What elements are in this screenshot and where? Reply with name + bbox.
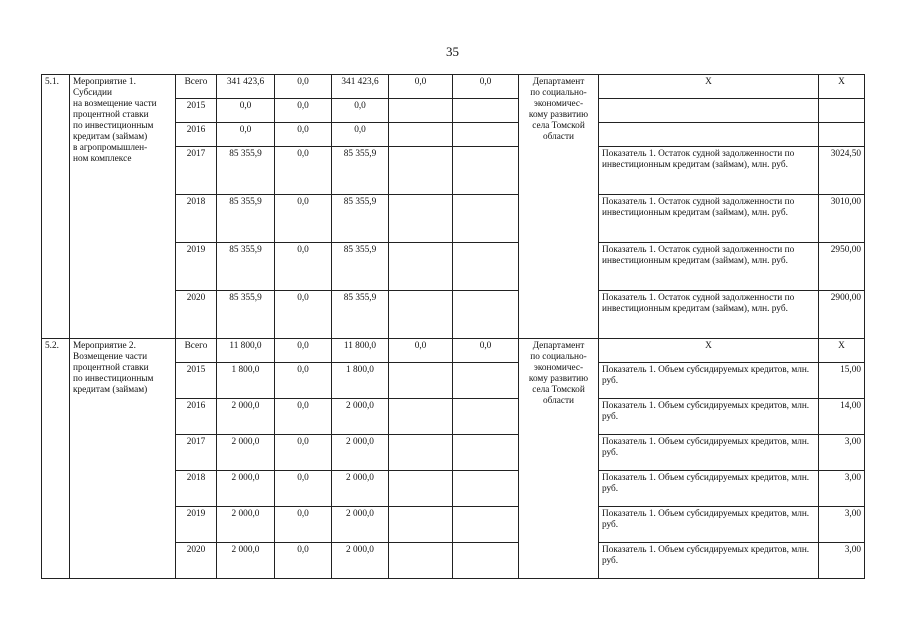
total-amount: 2 000,0: [217, 435, 275, 471]
indicator-value: 3,00: [819, 507, 865, 543]
federal-amount: 0,0: [275, 195, 332, 243]
extra-amount: [453, 471, 519, 507]
federal-amount: 0,0: [275, 147, 332, 195]
total-amount: 85 355,9: [217, 147, 275, 195]
local-amount: [389, 147, 453, 195]
local-amount: [389, 123, 453, 147]
local-amount: [389, 243, 453, 291]
indicator-value: 3,00: [819, 543, 865, 579]
extra-amount: 0,0: [453, 75, 519, 99]
year-cell: 2020: [176, 543, 217, 579]
local-amount: [389, 399, 453, 435]
year-cell: 2020: [176, 291, 217, 339]
extra-amount: [453, 363, 519, 399]
federal-amount: 0,0: [275, 339, 332, 363]
extra-amount: 0,0: [453, 339, 519, 363]
total-amount: 2 000,0: [217, 543, 275, 579]
extra-amount: [453, 399, 519, 435]
federal-amount: 0,0: [275, 291, 332, 339]
item-number: 5.2.: [42, 339, 70, 579]
year-cell: 2017: [176, 147, 217, 195]
total-amount: 85 355,9: [217, 195, 275, 243]
regional-amount: 2 000,0: [332, 399, 389, 435]
indicator-value: 2950,00: [819, 243, 865, 291]
local-amount: 0,0: [389, 339, 453, 363]
year-cell: 2017: [176, 435, 217, 471]
year-cell: 2015: [176, 99, 217, 123]
total-amount: 1 800,0: [217, 363, 275, 399]
regional-amount: 2 000,0: [332, 507, 389, 543]
indicator-value: [819, 123, 865, 147]
regional-amount: 2 000,0: [332, 435, 389, 471]
year-cell: Всего: [176, 339, 217, 363]
federal-amount: 0,0: [275, 243, 332, 291]
federal-amount: 0,0: [275, 543, 332, 579]
regional-amount: 85 355,9: [332, 243, 389, 291]
federal-amount: 0,0: [275, 99, 332, 123]
regional-amount: 85 355,9: [332, 147, 389, 195]
indicator-cell: Показатель 1. Объем субсидируемых кредитов, млн. руб.: [599, 363, 819, 399]
federal-amount: 0,0: [275, 507, 332, 543]
table-row: [42, 75, 865, 99]
indicator-cell: Показатель 1. Остаток судной задолженности по инвестиционным кредитам (займам), млн. руб.: [599, 291, 819, 339]
indicator-cell: Показатель 1. Остаток судной задолженности по инвестиционным кредитам (займам), млн. руб.: [599, 147, 819, 195]
indicator-cell: Показатель 1. Объем субсидируемых кредитов, млн. руб.: [599, 435, 819, 471]
total-amount: 85 355,9: [217, 291, 275, 339]
indicator-cell: Показатель 1. Объем субсидируемых кредитов, млн. руб.: [599, 543, 819, 579]
indicator-cell: Показатель 1. Остаток судной задолженности по инвестиционным кредитам (займам), млн. руб.: [599, 243, 819, 291]
indicator-value: Х: [819, 75, 865, 99]
federal-amount: 0,0: [275, 399, 332, 435]
indicator-cell: [599, 123, 819, 147]
local-amount: [389, 99, 453, 123]
local-amount: 0,0: [389, 75, 453, 99]
indicator-cell: Показатель 1. Объем субсидируемых кредитов, млн. руб.: [599, 471, 819, 507]
indicator-cell: Показатель 1. Объем субсидируемых кредитов, млн. руб.: [599, 507, 819, 543]
indicator-value: Х: [819, 339, 865, 363]
local-amount: [389, 291, 453, 339]
local-amount: [389, 195, 453, 243]
federal-amount: 0,0: [275, 123, 332, 147]
indicator-value: 3024,50: [819, 147, 865, 195]
regional-amount: 11 800,0: [332, 339, 389, 363]
regional-amount: 0,0: [332, 123, 389, 147]
extra-amount: [453, 291, 519, 339]
table-row: [42, 339, 865, 363]
indicator-cell: [599, 99, 819, 123]
year-cell: 2019: [176, 243, 217, 291]
regional-amount: 85 355,9: [332, 195, 389, 243]
total-amount: 0,0: [217, 123, 275, 147]
local-amount: [389, 543, 453, 579]
extra-amount: [453, 507, 519, 543]
item-name: Мероприятие 2. Возмещение части процентной ставки по инвестиционным кредитам (займам): [70, 339, 176, 579]
indicator-value: 14,00: [819, 399, 865, 435]
local-amount: [389, 507, 453, 543]
indicator-value: 3010,00: [819, 195, 865, 243]
federal-amount: 0,0: [275, 363, 332, 399]
extra-amount: [453, 195, 519, 243]
extra-amount: [453, 99, 519, 123]
indicator-value: 2900,00: [819, 291, 865, 339]
department-cell: Департамент по социально- экономичес- кому развитию села Томской области: [519, 339, 599, 579]
year-cell: 2015: [176, 363, 217, 399]
year-cell: Всего: [176, 75, 217, 99]
regional-amount: 2 000,0: [332, 471, 389, 507]
local-amount: [389, 435, 453, 471]
federal-amount: 0,0: [275, 75, 332, 99]
local-amount: [389, 363, 453, 399]
extra-amount: [453, 543, 519, 579]
total-amount: 0,0: [217, 99, 275, 123]
extra-amount: [453, 147, 519, 195]
regional-amount: 2 000,0: [332, 543, 389, 579]
total-amount: 2 000,0: [217, 399, 275, 435]
local-amount: [389, 471, 453, 507]
year-cell: 2018: [176, 195, 217, 243]
federal-amount: 0,0: [275, 435, 332, 471]
federal-amount: 0,0: [275, 471, 332, 507]
year-cell: 2016: [176, 399, 217, 435]
regional-amount: 0,0: [332, 99, 389, 123]
year-cell: 2019: [176, 507, 217, 543]
total-amount: 85 355,9: [217, 243, 275, 291]
year-cell: 2016: [176, 123, 217, 147]
regional-amount: 341 423,6: [332, 75, 389, 99]
indicator-cell: Показатель 1. Остаток судной задолженности по инвестиционным кредитам (займам), млн. руб.: [599, 195, 819, 243]
total-amount: 11 800,0: [217, 339, 275, 363]
item-name: Мероприятие 1. Субсидии на возмещение части процентной ставки по инвестиционным кредитам (займам) в агропромышлен- ном комплексе: [70, 75, 176, 339]
total-amount: 341 423,6: [217, 75, 275, 99]
extra-amount: [453, 435, 519, 471]
total-amount: 2 000,0: [217, 471, 275, 507]
regional-amount: 1 800,0: [332, 363, 389, 399]
indicator-value: 3,00: [819, 471, 865, 507]
indicator-value: 15,00: [819, 363, 865, 399]
item-number: 5.1.: [42, 75, 70, 339]
budget-table: [41, 74, 865, 579]
year-cell: 2018: [176, 471, 217, 507]
department-cell: Департамент по социально- экономичес- кому развитию села Томской области: [519, 75, 599, 339]
indicator-cell: Показатель 1. Объем субсидируемых кредитов, млн. руб.: [599, 399, 819, 435]
indicator-cell: Х: [599, 339, 819, 363]
indicator-value: [819, 99, 865, 123]
extra-amount: [453, 243, 519, 291]
indicator-cell: Х: [599, 75, 819, 99]
extra-amount: [453, 123, 519, 147]
regional-amount: 85 355,9: [332, 291, 389, 339]
indicator-value: 3,00: [819, 435, 865, 471]
page-number: 35: [446, 44, 459, 59]
total-amount: 2 000,0: [217, 507, 275, 543]
